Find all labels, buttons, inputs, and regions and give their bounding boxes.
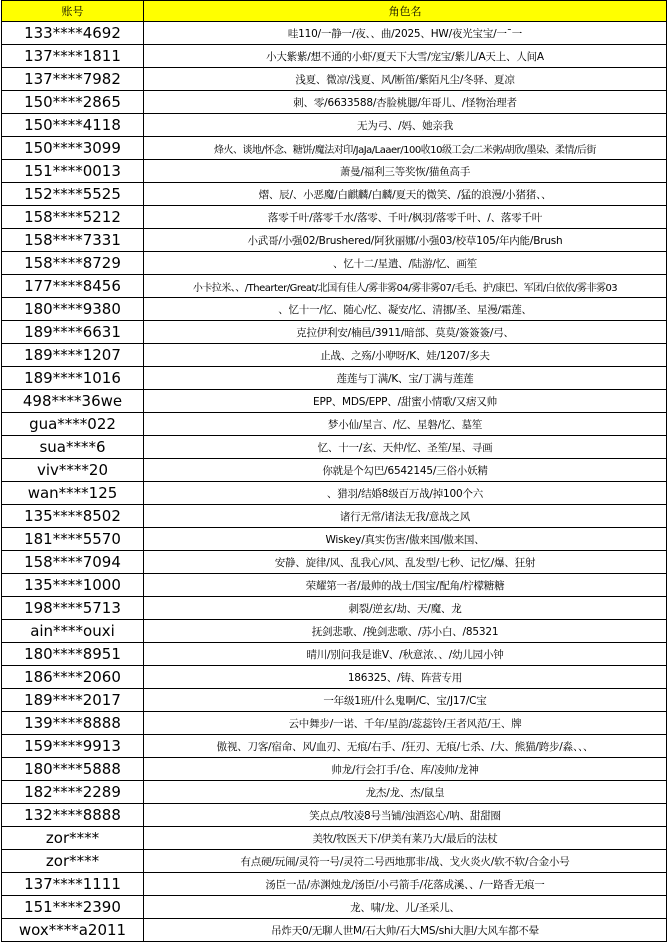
role-names-cell: 、猎羽/结婚8级百万战/掉100个六: [144, 482, 667, 505]
account-cell: 182****2289: [2, 781, 144, 804]
account-cell: 158****7331: [2, 229, 144, 252]
account-cell: 180****9380: [2, 298, 144, 321]
role-names-cell: 吊炸天0/无聊人世M/石大帅/石大MS/shi大胆/大风车都不晕: [144, 919, 667, 942]
role-names-cell: Wiskey/真实伤害/傲来国/傲来国、: [144, 528, 667, 551]
account-cell: wan****125: [2, 482, 144, 505]
role-names-cell: 186325、/铸、阵营专用: [144, 666, 667, 689]
table-row: [2, 850, 667, 873]
role-names-cell: 傲视、刀客/宿命、风/血刃、无痕/右手、/狂刃、无痕/七杀、/大、熊猫/跨步/淼、、、: [144, 735, 667, 758]
account-cell: 186****2060: [2, 666, 144, 689]
account-cell: 135****1000: [2, 574, 144, 597]
table-row: [2, 413, 667, 436]
role-names-cell: 小卡拉米、、/Thearter/Great/北国有佳人/雾非雾04/雾非雾07/毛毛、护/康巴、军团/白依依/雾非雾03: [144, 275, 667, 298]
account-cell: wox****a2011: [2, 919, 144, 942]
table-row: [2, 183, 667, 206]
role-names-cell: 刺裂/逆玄/劫、天/魔、龙: [144, 597, 667, 620]
account-cell: 135****8502: [2, 505, 144, 528]
account-cell: 177****8456: [2, 275, 144, 298]
account-cell: 498****36we: [2, 390, 144, 413]
account-cell: 132****8888: [2, 804, 144, 827]
role-names-cell: 你就是个勾巴/6542145/三俗小妖精: [144, 459, 667, 482]
table-row: [2, 712, 667, 735]
account-cell: gua****022: [2, 413, 144, 436]
role-names-cell: 萧曼/福利三等奖恢/猫鱼高手: [144, 160, 667, 183]
table-row: [2, 896, 667, 919]
role-names-cell: 忆、十一/玄、天仲/忆、圣笙/星、寻画: [144, 436, 667, 459]
role-column-header: 角色名: [144, 1, 667, 22]
account-cell: viv****20: [2, 459, 144, 482]
table-row: [2, 45, 667, 68]
role-names-cell: 熠、辰/、小恶魔/白麒麟/白麟/夏天的微笑、/猛的浪漫/小猪猪、、: [144, 183, 667, 206]
role-names-cell: 止战、之殇/小咿呀/K、娃/1207/多夫: [144, 344, 667, 367]
account-cell: 151****0013: [2, 160, 144, 183]
table-row: [2, 873, 667, 896]
account-cell: 180****5888: [2, 758, 144, 781]
role-names-cell: 、忆十一/忆、随心/忆、凝安/忆、清挪/圣、星漫/霜莲、: [144, 298, 667, 321]
account-cell: 158****7094: [2, 551, 144, 574]
account-cell: 158****8729: [2, 252, 144, 275]
table-row: [2, 482, 667, 505]
role-names-cell: 落零千叶/落零千水/落零、千叶/枫羽/落零千叶、/、落零千叶: [144, 206, 667, 229]
table-row: [2, 160, 667, 183]
table-row: [2, 436, 667, 459]
account-cell: 181****5570: [2, 528, 144, 551]
table-row: [2, 390, 667, 413]
role-names-cell: 美牧/牧医天下/伊美有莱乃大/最后的法杖: [144, 827, 667, 850]
table-row: [2, 114, 667, 137]
table-row: [2, 528, 667, 551]
role-names-cell: 有点硬/玩闹/灵符一号/灵符二号西地那非/战、戈火炎火/软不软/合金小号: [144, 850, 667, 873]
account-cell: 152****5525: [2, 183, 144, 206]
account-cell: 137****1811: [2, 45, 144, 68]
table-row: [2, 804, 667, 827]
role-names-cell: 抚剑悲歌、/挽剑悲歌、/苏小白、/85321: [144, 620, 667, 643]
account-cell: 150****3099: [2, 137, 144, 160]
table-row: [2, 505, 667, 528]
role-names-cell: 莲莲与丁满/K、宝/丁满与莲莲: [144, 367, 667, 390]
table-row: [2, 597, 667, 620]
table-row: [2, 758, 667, 781]
role-names-cell: 克拉伊利安/楠邑/3911/暗部、莫莫/簽簽簽/弓、: [144, 321, 667, 344]
account-cell: 180****8951: [2, 643, 144, 666]
table-row: [2, 321, 667, 344]
account-cell: 137****1111: [2, 873, 144, 896]
account-cell: 189****1016: [2, 367, 144, 390]
account-cell: 133****4692: [2, 22, 144, 45]
role-names-cell: 龙、啸/龙、儿/圣采儿、: [144, 896, 667, 919]
account-table: [1, 0, 667, 942]
role-names-cell: 刺、零/6633588/杏脸桃腮/年哥儿、/怪物治理者: [144, 91, 667, 114]
role-names-cell: 烽火、谈地/怀念、糖饼/魔法对印/JaJa/Laaer/100收10级工会/二米粥/胡欣/墨染、柔情/后街: [144, 137, 667, 160]
table-row: [2, 735, 667, 758]
account-cell: 189****1207: [2, 344, 144, 367]
table-row: [2, 298, 667, 321]
role-names-cell: 荣耀第一者/最帅的战士/国宝/配角/柠檬糖糖: [144, 574, 667, 597]
table-row: [2, 229, 667, 252]
table-row: [2, 919, 667, 942]
role-names-cell: 安静、旋律/风、乱我心/风、乱发型/七秒、记忆/爆、狂射: [144, 551, 667, 574]
account-cell: 137****7982: [2, 68, 144, 91]
account-cell: 139****8888: [2, 712, 144, 735]
account-cell: 150****4118: [2, 114, 144, 137]
table-row: [2, 206, 667, 229]
table-row: [2, 689, 667, 712]
table-row: [2, 827, 667, 850]
role-names-cell: 帅龙/行会打手/仓、库/凌帅/龙神: [144, 758, 667, 781]
table-row: [2, 344, 667, 367]
role-names-cell: 小大紫紫/想不通的小虾/夏天下大雪/宠宝/紫儿/A天上、人间A: [144, 45, 667, 68]
account-cell: ain****ouxi: [2, 620, 144, 643]
role-names-cell: 一年级1班/什么鬼啊/C、宝/J17/C宝: [144, 689, 667, 712]
role-names-cell: 哇110/一静一/夜、、曲/2025、HW/夜光宝宝/一ˉ一: [144, 22, 667, 45]
account-cell: 189****6631: [2, 321, 144, 344]
role-names-cell: 笑点点/牧凌8号当铺/浊酒恣心/呐、甜甜圈: [144, 804, 667, 827]
account-cell: zor****: [2, 827, 144, 850]
role-names-cell: 小武哥/小强02/Brushered/阿狄丽娜/小强03/校草105/年内能/Brush: [144, 229, 667, 252]
table-row: [2, 459, 667, 482]
account-cell: 158****5212: [2, 206, 144, 229]
table-row: [2, 22, 667, 45]
header-row: [2, 1, 667, 22]
table-row: [2, 666, 667, 689]
role-names-cell: 汤臣一品/赤渊烛龙/汤臣/小弓箭手/花落成溪、、/一路香无痕一: [144, 873, 667, 896]
account-cell: 198****5713: [2, 597, 144, 620]
role-names-cell: 诸行无常/诸法无我/意战之风: [144, 505, 667, 528]
table-body: [2, 22, 667, 942]
role-names-cell: EPP、MDS/EPP、/甜蜜小情歌/又痞又帅: [144, 390, 667, 413]
role-names-cell: 晴川/别问我是谁V、/秋意浓、、/幼儿园小钟: [144, 643, 667, 666]
table-row: [2, 643, 667, 666]
table-row: [2, 252, 667, 275]
role-names-cell: 浅夏、微凉/浅夏、风/断笛/紫陌凡尘/冬驿、夏凉: [144, 68, 667, 91]
table-row: [2, 275, 667, 298]
table-row: [2, 551, 667, 574]
account-cell: 189****2017: [2, 689, 144, 712]
role-names-cell: 梦小仙/星言、/忆、星磐/忆、墓笙: [144, 413, 667, 436]
table-row: [2, 781, 667, 804]
account-cell: sua****6: [2, 436, 144, 459]
table-row: [2, 574, 667, 597]
account-cell: 159****9913: [2, 735, 144, 758]
table-row: [2, 367, 667, 390]
role-names-cell: 龙杰/龙、杰/鼠皇: [144, 781, 667, 804]
role-names-cell: 云中舞步/一诺、千年/星韵/蕊蕊铃/王者风范/王、牌: [144, 712, 667, 735]
table-row: [2, 68, 667, 91]
role-names-cell: 、忆十二/星遣、/陆游/忆、画笙: [144, 252, 667, 275]
role-names-cell: 无为弓、/妈、她亲我: [144, 114, 667, 137]
account-cell: 150****2865: [2, 91, 144, 114]
table-row: [2, 91, 667, 114]
table-row: [2, 620, 667, 643]
table-row: [2, 137, 667, 160]
account-cell: zor****: [2, 850, 144, 873]
account-column-header: 账号: [2, 1, 144, 22]
account-cell: 151****2390: [2, 896, 144, 919]
